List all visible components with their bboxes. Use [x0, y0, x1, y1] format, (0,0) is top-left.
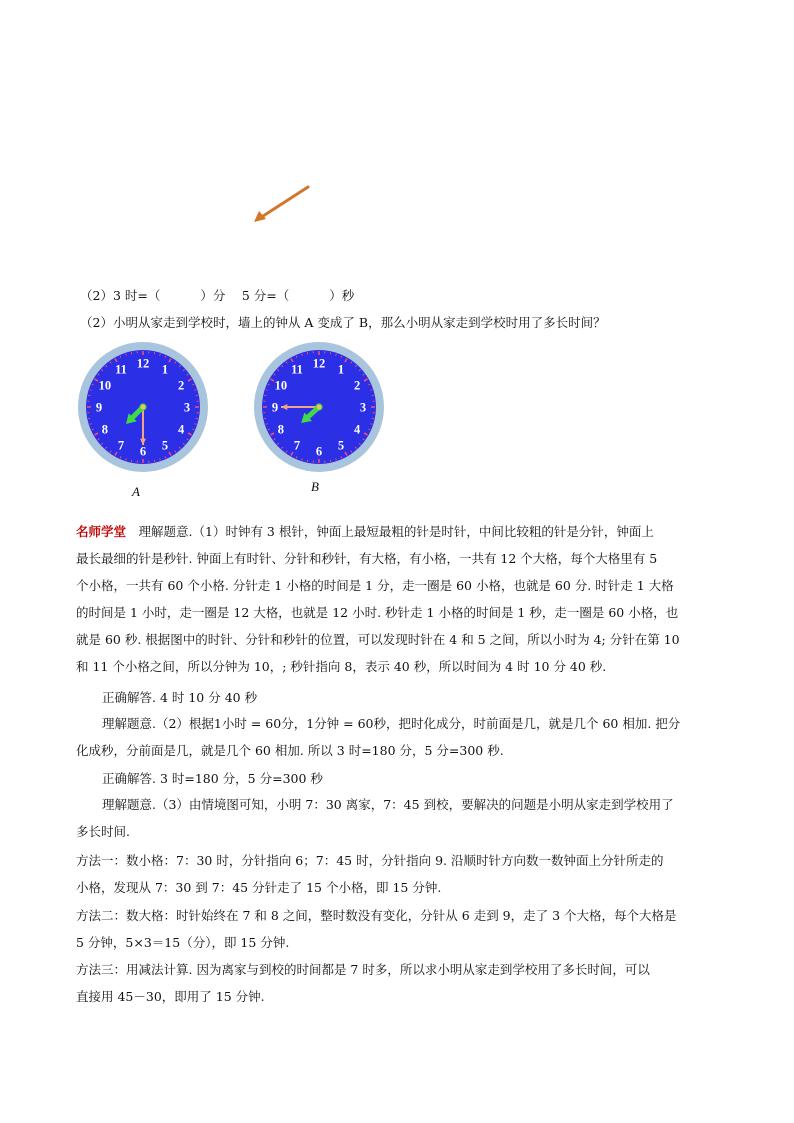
clock-number: 1 [161, 362, 169, 377]
clock-number: 6 [139, 444, 147, 459]
clock-tick [266, 390, 268, 391]
clock-number: 10 [98, 378, 112, 393]
clock-tick [266, 424, 268, 425]
answer-2: 正确解答. 3 时=180 分，5 分=300 秒 [102, 771, 323, 786]
clock-b [252, 340, 386, 474]
answer-1: 正确解答. 4 时 10 分 40 秒 [102, 690, 258, 705]
clock-number: 3 [359, 400, 367, 415]
clock-number: 5 [337, 438, 345, 453]
method-2 [76, 902, 677, 956]
clock-tick [370, 424, 372, 425]
m2-line-0: 方法二：数大格：时针始终在 7 和 8 之间，整时数没有变化，分针从 6 走到 9，走了 3 个大格，每个大格是 [76, 908, 677, 923]
clock-number: 9 [271, 400, 279, 415]
method-1 [76, 847, 663, 901]
p1-line-3: 的时间是 1 小时，走一圈是 12 大格，也就是 12 小时. 秒针走 1 小格的时间是 1 秒，走一圈是 60 小格，也 [76, 605, 679, 620]
clock-tick [302, 354, 303, 356]
clock-center-pin [140, 404, 146, 410]
m1-line-1: 小格，发现从 7：30 到 7：45 分针走了 15 个小格，即 15 分钟. [76, 880, 442, 895]
clock-number: 7 [293, 438, 301, 453]
q2-part2: ）分 5 分=（ [200, 288, 290, 303]
p1-line-1: 最长最细的针是秒针. 钟面上有时针、分针和秒针，有大格，有小格，一共有 12 个大格，每个大格里有 5 [76, 551, 658, 566]
clock-number: 12 [312, 356, 326, 371]
method-3 [76, 956, 650, 1010]
clock-number: 1 [337, 362, 345, 377]
clock-tick [126, 458, 127, 460]
p1-line-5: 和 11 个小格之间，所以分钟为 10，; 秒针指向 8，表示 40 秒，所以时间为 4 时 10 分 40 秒. [76, 659, 607, 674]
clock-number: 9 [95, 400, 103, 415]
clock-center-pin [316, 404, 322, 410]
clock-b-label: B [311, 479, 319, 494]
clock-number: 8 [101, 422, 109, 437]
clock-tick [302, 458, 303, 460]
p2-line-1: 化成秒，分前面是几，就是几个 60 相加. 所以 3 时=180 分，5 分=300 秒. [76, 743, 504, 758]
p1-line-2: 个小格，一共有 60 个小格. 分针走 1 小格的时间是 1 分，走一圈是 60 小格，也就是 60 分. 时针走 1 大格 [76, 578, 674, 593]
clock-tick [160, 354, 161, 356]
question-clock-duration: （2）小明从家走到学校时，墙上的钟从 A 变成了 B，那么小明从家走到学校时用了多长时间？ [80, 315, 606, 330]
clock-number: 4 [353, 422, 361, 437]
m3-line-1: 直接用 45－30，即用了 15 分钟. [76, 989, 265, 1004]
clock-tick [194, 424, 196, 425]
clock-tick [194, 390, 196, 391]
clock-number: 11 [115, 362, 127, 377]
clock-a-label: A [132, 484, 140, 499]
p3-line-1: 多长时间. [76, 824, 130, 839]
p1-line-0: 理解题意.（1）时钟有 3 根针，钟面上最短最粗的针是时针，中间比较粗的针是分针，钟面上 [126, 524, 654, 539]
clock-number: 2 [353, 378, 361, 393]
clock-number: 2 [177, 378, 185, 393]
clock-number: 7 [117, 438, 125, 453]
clock-number: 4 [177, 422, 185, 437]
q2-part1: （2）3 时=（ [80, 288, 161, 303]
clock-tick [370, 390, 372, 391]
clock-number: 3 [183, 400, 191, 415]
p2-line-0: 理解题意.（2）根据1小时 = 60分，1分钟 = 60秒，把时化成分，时前面是几，就是几个 60 相加. 把分 [102, 716, 681, 731]
decorative-arrow [250, 182, 314, 226]
explanation-p1 [76, 518, 680, 680]
clock-number: 8 [277, 422, 285, 437]
clock-a [76, 340, 210, 474]
clock-tick [336, 354, 337, 356]
p3-line-0: 理解题意.（3）由情境图可知，小明 7：30 离家，7：45 到校，要解决的问题是小明从家走到学校用了 [102, 797, 674, 812]
clock-number: 12 [136, 356, 150, 371]
q2-part3: ）秒 [329, 288, 355, 303]
clock-tick [126, 354, 127, 356]
p1-line-4: 就是 60 秒. 根据图中的时针、分针和秒针的位置，可以发现时针在 4 和 5 之间，所以小时为 4; 分针在第 10 [76, 632, 680, 647]
question-time-conversion [80, 287, 354, 305]
m1-line-0: 方法一：数小格：7：30 时，分针指向 6；7：45 时，分针指向 9. 沿顺时针方向数一数钟面上分针所走的 [76, 853, 664, 868]
clock-tick [160, 458, 161, 460]
clock-tick [90, 424, 92, 425]
explanation-p2 [76, 710, 680, 764]
clock-tick [90, 390, 92, 391]
explanation-line [76, 518, 680, 545]
section-heading: 名师学堂 [76, 524, 127, 539]
m3-line-0: 方法三：用减法计算. 因为离家与到校的时间都是 7 时多，所以求小明从家走到学校用了多长时间，可以 [76, 962, 650, 977]
clock-number: 11 [291, 362, 303, 377]
explanation-p3 [76, 791, 674, 845]
clock-number: 6 [315, 444, 323, 459]
clock-number: 5 [161, 438, 169, 453]
clock-tick [336, 458, 337, 460]
m2-line-1: 5 分钟，5×3＝15（分），即 15 分钟. [76, 935, 290, 950]
clock-number: 10 [274, 378, 288, 393]
